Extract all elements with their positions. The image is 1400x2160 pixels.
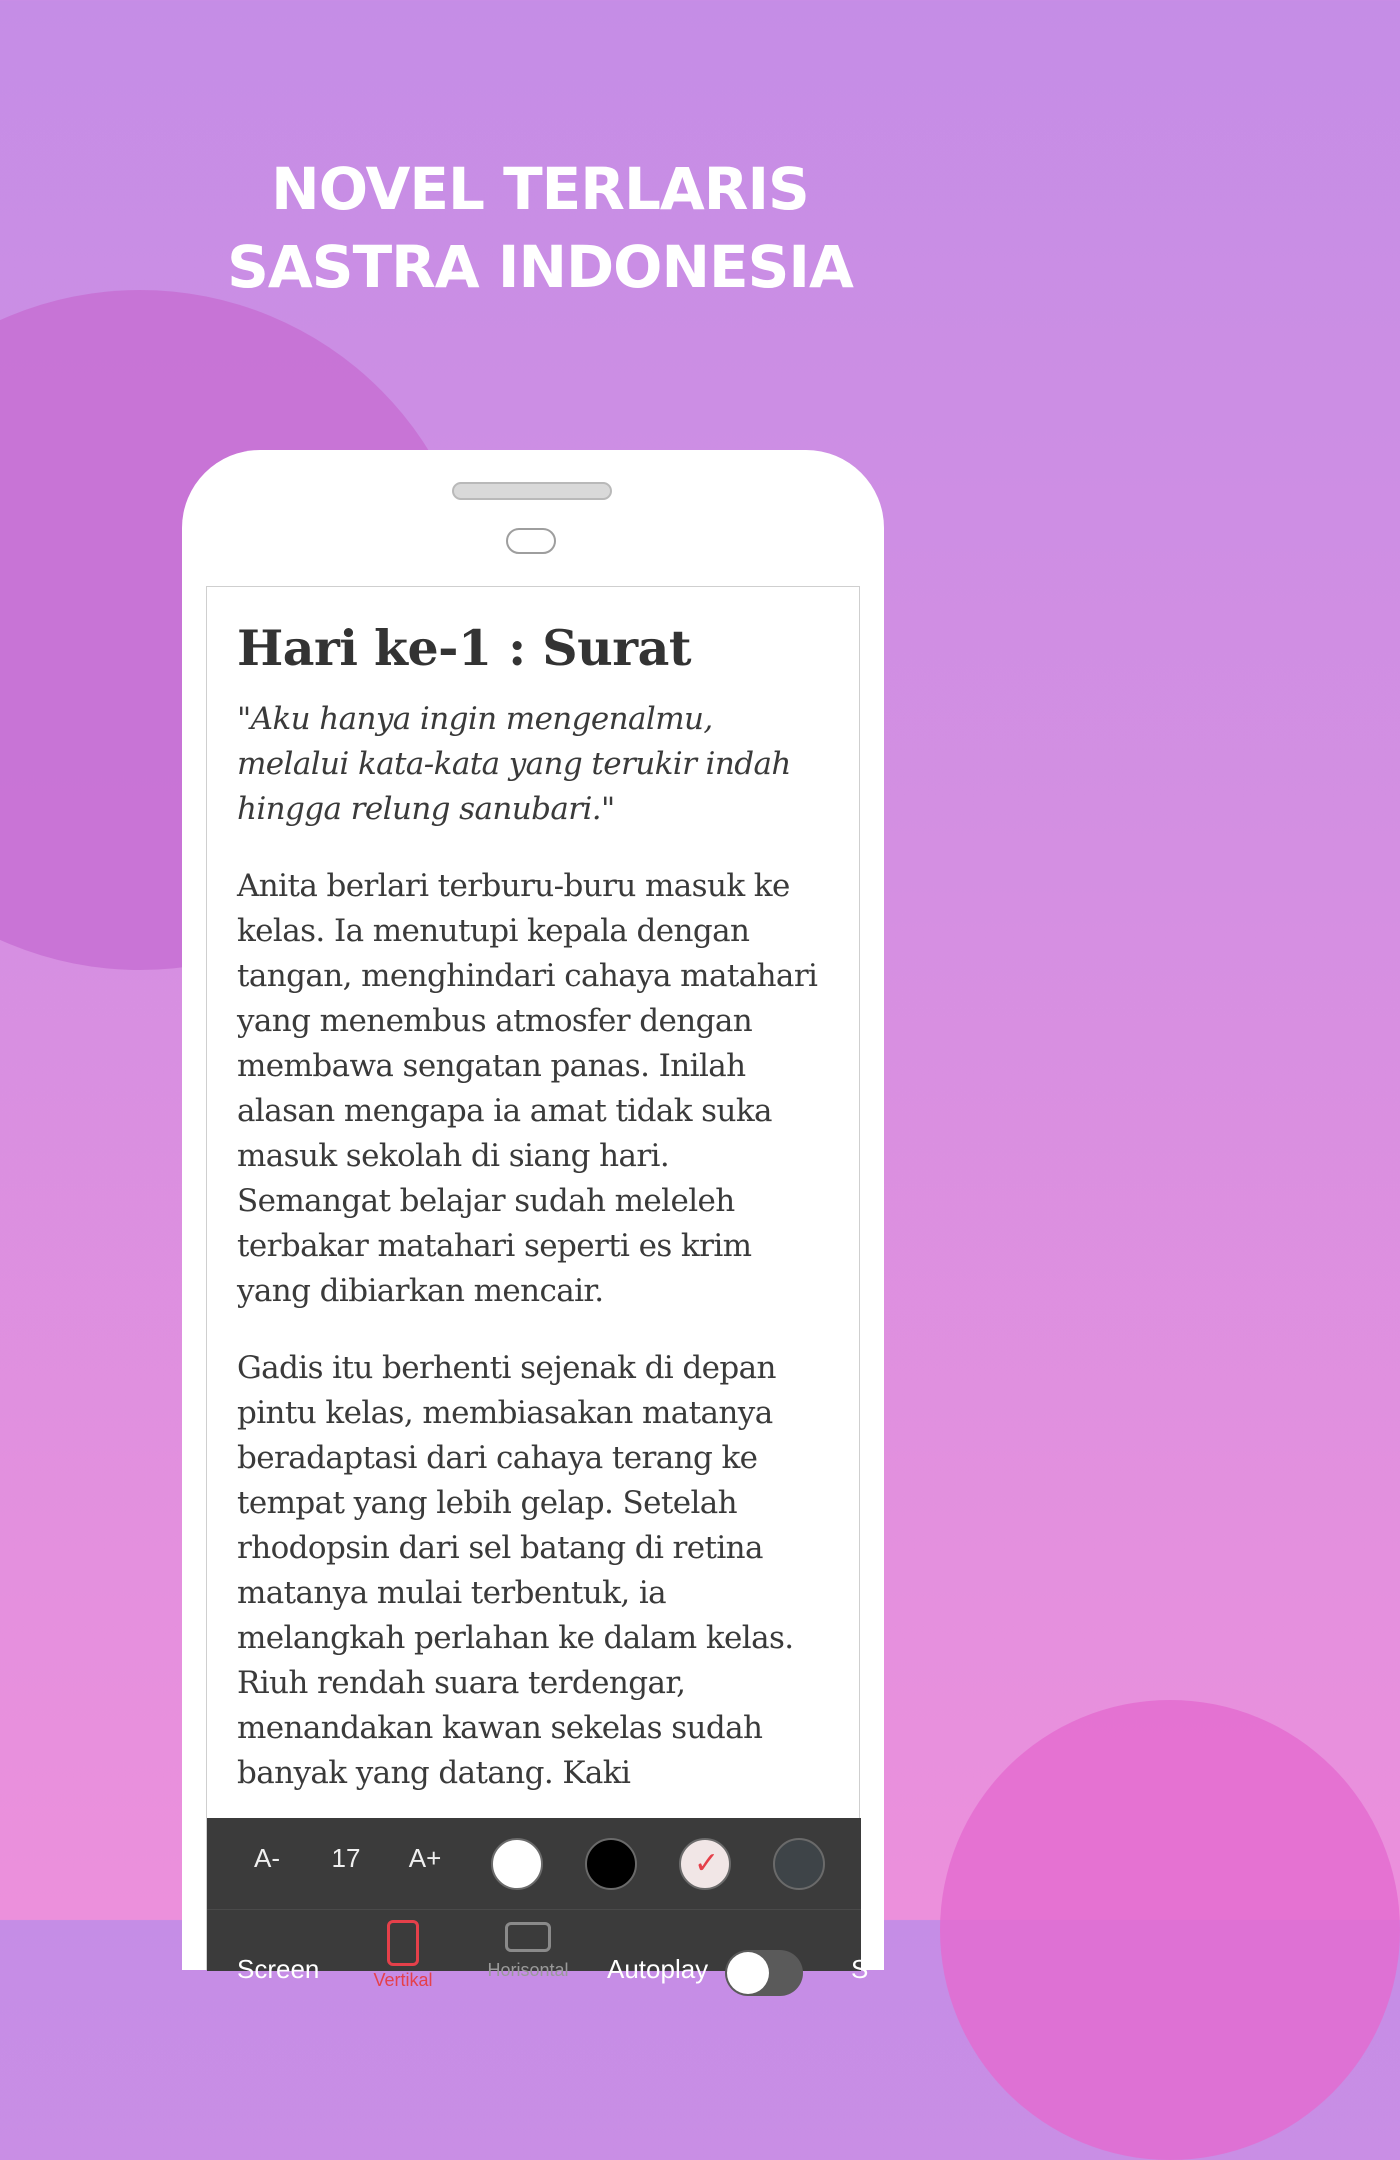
check-icon: ✓: [694, 1846, 720, 1881]
font-theme-row: [207, 1818, 861, 1910]
headline-line-2: SASTRA INDONESIA: [227, 233, 853, 301]
headline-line-1: NOVEL TERLARIS: [271, 155, 809, 223]
font-decrease-button[interactable]: A-: [254, 1843, 280, 1873]
chapter-quote: "Aku hanya ingin mengenalmu, melalui kata-kata yang terukir indah hingga relung sanubari.": [237, 701, 791, 827]
phone-speaker: [452, 482, 612, 500]
background-circle-right: [940, 1700, 1400, 2160]
landscape-phone-icon: [505, 1922, 551, 1952]
reader-screen[interactable]: [206, 586, 869, 1990]
orientation-vertical-label: Vertikal: [373, 1970, 433, 1990]
phone-mockup: [182, 450, 884, 1990]
reader-settings-panel: [207, 1818, 869, 1990]
theme-dark-gray-swatch[interactable]: [773, 1838, 825, 1890]
truncated-setting-label[interactable]: S: [851, 1954, 869, 1984]
theme-black-swatch[interactable]: [585, 1838, 637, 1890]
font-increase-button[interactable]: A+: [408, 1843, 442, 1873]
screen-autoplay-row: [207, 1910, 869, 1990]
promo-headline: [0, 150, 1080, 306]
autoplay-toggle[interactable]: [725, 1950, 803, 1996]
orientation-horizontal-button[interactable]: [463, 1920, 593, 1981]
reader-content[interactable]: [207, 587, 859, 1796]
portrait-phone-icon: [387, 1920, 419, 1966]
theme-white-swatch[interactable]: [491, 1838, 543, 1890]
autoplay-label: Autoplay: [607, 1954, 709, 1984]
orientation-vertical-button[interactable]: [353, 1920, 453, 1991]
phone-camera: [506, 528, 556, 554]
paragraph: Anita berlari terburu-buru masuk ke kelas. Ia menutupi kepala dengan tangan, menghindari cahaya matahari yang menembus atmosfer dengan membawa sengatan panas. Inilah alasan mengapa ia amat tidak suka masuk sekolah di siang hari. Semangat belajar sudah meleleh terbakar matahari seperti es krim yang dibiarkan mencair.: [237, 868, 818, 1309]
toggle-knob: [727, 1952, 769, 1994]
paragraph: Gadis itu berhenti sejenak di depan pintu kelas, membiasakan matanya beradaptasi dari cahaya terang ke tempat yang lebih gelap. Setelah rhodopsin dari sel batang di retina matanya mulai terbentuk, ia melangkah perlahan ke dalam kelas. Riuh rendah suara terdengar, menandakan kawan sekelas sudah banyak yang datang. Kaki: [237, 1350, 794, 1791]
chapter-title: Hari ke-1 : Surat: [237, 619, 692, 677]
font-size-value: 17: [331, 1843, 361, 1873]
theme-sepia-swatch[interactable]: [679, 1838, 731, 1890]
screen-label: Screen: [237, 1954, 320, 1984]
orientation-horizontal-label: Horisontal: [487, 1960, 569, 1980]
